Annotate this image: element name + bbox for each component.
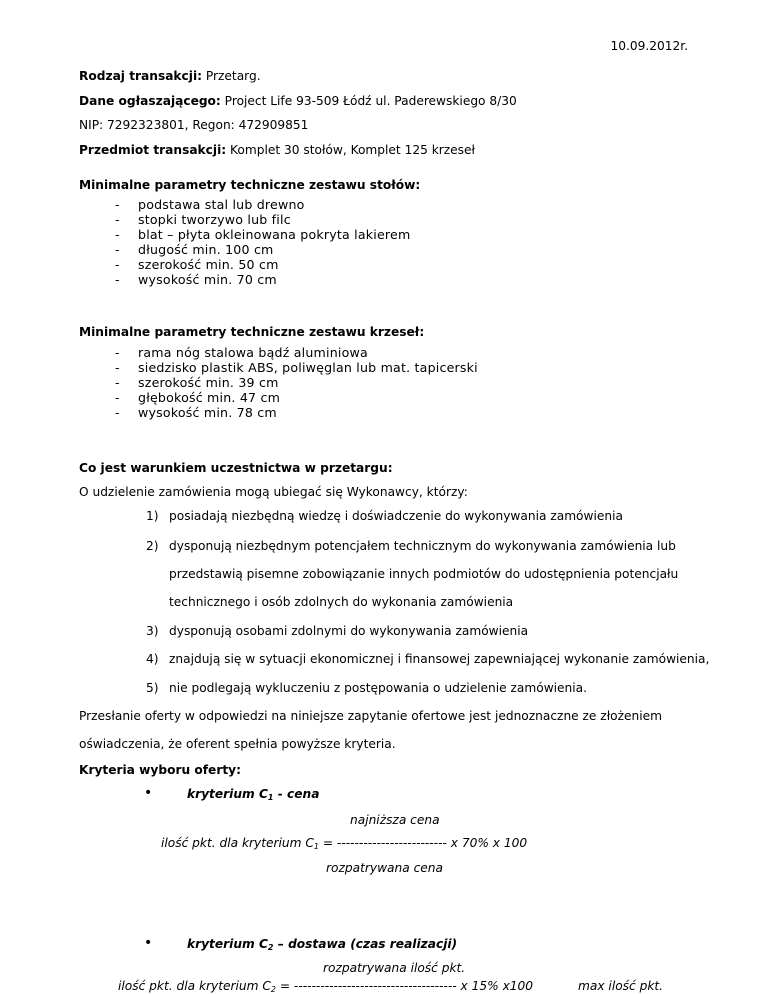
list-number: 4): [146, 652, 159, 666]
criterion-c1-title: [187, 787, 319, 802]
list-number: 5): [146, 681, 159, 695]
list-dash: -: [115, 227, 120, 242]
list-dash: -: [115, 242, 120, 257]
list-item: dysponują niezbędnym potencjałem technicznym do wykonywania zamówienia lub: [169, 539, 676, 553]
criterion-c1-numerator: najniższa cena: [350, 813, 440, 827]
list-dash: -: [115, 405, 120, 420]
list-number: 1): [146, 509, 159, 523]
list-item: znajdują się w sytuacji ekonomicznej i finansowej zapewniającej wykonanie zamówienia,: [169, 652, 710, 666]
transaction-type: [79, 69, 261, 83]
list-number: 3): [146, 624, 159, 638]
bullet-icon: •: [144, 785, 153, 801]
advertiser-value: Project Life 93-509 Łódź ul. Paderewskiego 8/30: [220, 94, 517, 108]
list-number: 2): [146, 539, 159, 553]
criterion-c2-formula-text: ilość pkt. dla kryterium C: [118, 979, 271, 993]
criterion-c2-title: [187, 937, 457, 952]
list-item: rama nóg stalowa bądź aluminiowa: [138, 345, 368, 360]
list-item: blat – płyta okleinowana pokryta lakierem: [138, 227, 411, 242]
list-dash: -: [115, 272, 120, 287]
criterion-c2-title-suffix: – dostawa (czas realizacji): [273, 937, 458, 951]
transaction-type-label: Rodzaj transakcji:: [79, 69, 202, 83]
list-item: stopki tworzywo lub filc: [138, 212, 291, 227]
tables-heading-text: Minimalne parametry techniczne zestawu stołów:: [79, 178, 421, 192]
criterion-c2-denominator: max ilość pkt.: [578, 979, 664, 993]
conditions-heading-text: Co jest warunkiem uczestnictwa w przetargu:: [79, 461, 393, 475]
criteria-heading: [79, 763, 241, 777]
list-item-continuation: przedstawią pisemne zobowiązanie innych podmiotów do udostępnienia potencjału: [169, 567, 679, 581]
list-item: siedzisko plastik ABS, poliwęglan lub mat. tapicerski: [138, 360, 478, 375]
tables-heading: [79, 178, 420, 192]
list-item: szerokość min. 50 cm: [138, 257, 279, 272]
criterion-c1-formula: [161, 836, 527, 851]
criterion-c2-numerator: rozpatrywana ilość pkt.: [323, 961, 466, 975]
bullet-icon: •: [144, 935, 153, 951]
list-item: dysponują osobami zdolnymi do wykonywania zamówienia: [169, 624, 529, 638]
criterion-c1-formula-rest: = ------------------------- x 70% x 100: [318, 836, 528, 850]
list-item: podstawa stal lub drewno: [138, 197, 305, 212]
criterion-c1-denominator: rozpatrywana cena: [326, 861, 443, 875]
transaction-subject-label: Przedmiot transakcji:: [79, 143, 227, 157]
criterion-c2-subscript: 2: [267, 943, 274, 952]
transaction-subject: [79, 143, 475, 157]
criterion-c1-title-text: kryterium C: [187, 787, 268, 801]
list-dash: -: [115, 390, 120, 405]
list-dash: -: [115, 360, 120, 375]
list-item: głębokość min. 47 cm: [138, 390, 281, 405]
criterion-c2-formula-subscript: 2: [270, 985, 276, 994]
list-dash: -: [115, 375, 120, 390]
criterion-c2-formula: [118, 979, 533, 994]
conditions-heading: [79, 461, 393, 475]
conditions-outro-line1: Przesłanie oferty w odpowiedzi na niniejsze zapytanie ofertowe jest jednoznaczne ze złożeniem: [79, 709, 663, 723]
list-dash: -: [115, 257, 120, 272]
criterion-c1-formula-text: ilość pkt. dla kryterium C: [161, 836, 314, 850]
criterion-c2-title-text: kryterium C: [187, 937, 268, 951]
advertiser-label: Dane ogłaszającego:: [79, 94, 221, 108]
list-item: nie podlegają wykluczeniu z postępowania o udzielenie zamówienia.: [169, 681, 587, 695]
list-dash: -: [115, 212, 120, 227]
list-item: wysokość min. 78 cm: [138, 405, 277, 420]
list-item-continuation: technicznego i osób zdolnych do wykonania zamówienia: [169, 595, 514, 609]
transaction-subject-value: Komplet 30 stołów, Komplet 125 krzeseł: [226, 143, 475, 157]
criterion-c1-formula-subscript: 1: [313, 842, 319, 851]
list-dash: -: [115, 345, 120, 360]
chairs-heading-text: Minimalne parametry techniczne zestawu krzeseł:: [79, 325, 425, 339]
document-date: 10.09.2012r.: [610, 39, 688, 53]
list-item: wysokość min. 70 cm: [138, 272, 277, 287]
transaction-type-value: Przetarg.: [202, 69, 261, 83]
criterion-c1-subscript: 1: [267, 793, 274, 802]
conditions-intro: O udzielenie zamówienia mogą ubiegać się Wykonawcy, którzy:: [79, 485, 468, 499]
nip-regon: NIP: 7292323801, Regon: 472909851: [79, 118, 309, 132]
conditions-outro-line2: oświadczenia, że oferent spełnia powyższe kryteria.: [79, 737, 396, 751]
chairs-heading: [79, 325, 424, 339]
criteria-heading-text: Kryteria wyboru oferty:: [79, 763, 241, 777]
list-dash: -: [115, 197, 120, 212]
criterion-c2-formula-rest: = ------------------------------------- x 15% x100: [275, 979, 534, 993]
criterion-c1-title-suffix: - cena: [273, 787, 320, 801]
list-item: długość min. 100 cm: [138, 242, 274, 257]
advertiser: [79, 94, 517, 108]
list-item: szerokość min. 39 cm: [138, 375, 279, 390]
list-item: posiadają niezbędną wiedzę i doświadczenie do wykonywania zamówienia: [169, 509, 623, 523]
